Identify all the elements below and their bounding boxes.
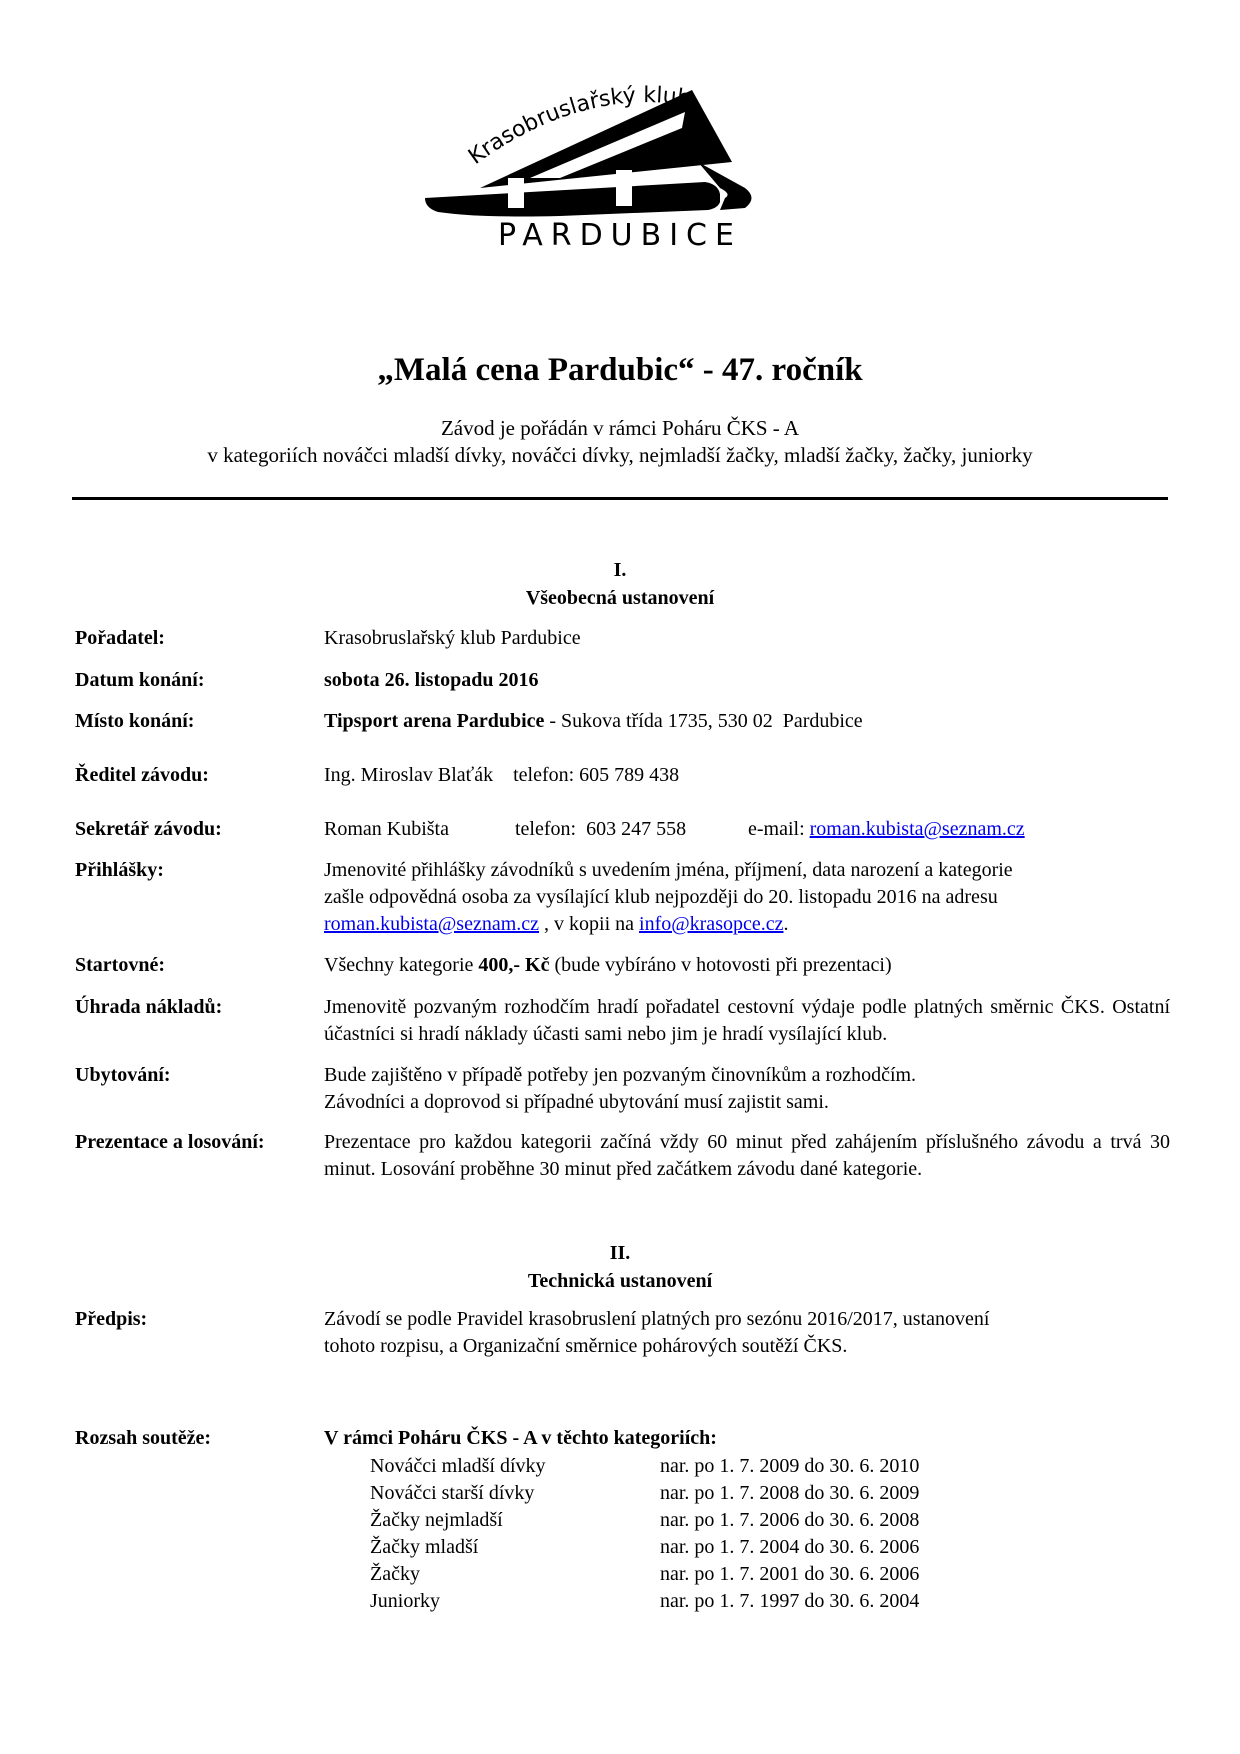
- label-rozsah: Rozsah soutěže:: [75, 1427, 212, 1449]
- startovne-pre: Všechny kategorie: [324, 954, 479, 976]
- logo-arc-text: Krasobruslařský klub: [464, 83, 693, 170]
- value-uhrada: Jmenovitě pozvaným rozhodčím hradí pořadatel cestovní výdaje podle platných směrnic ČKS. Ostatní účastníci si hradí náklady účasti sami nebo jim je hradí vysílající klub.: [324, 996, 1170, 1045]
- label-reditel: Ředitel závodu:: [75, 764, 209, 786]
- label-startovne: Startovné:: [75, 954, 165, 976]
- prihlasky-copy-text: , v kopii na: [539, 913, 640, 935]
- prihlasky-line-3: [324, 911, 1170, 938]
- label-ubytovani: Ubytování:: [75, 1064, 171, 1086]
- logo-skate-stanchion-right: [616, 170, 632, 206]
- label-predpis: Předpis:: [75, 1308, 148, 1330]
- document-title: „Malá cena Pardubic“ - 47. ročník: [377, 352, 863, 388]
- prihlasky-email-link-2[interactable]: info@krasopce.cz: [639, 913, 784, 935]
- startovne-post: (bude vybíráno v hotovosti při prezentaci): [549, 954, 892, 976]
- secretary-email-link[interactable]: roman.kubista@seznam.cz: [809, 818, 1025, 840]
- category-range: nar. po 1. 7. 2008 do 30. 6. 2009: [660, 1482, 920, 1504]
- prihlasky-end: .: [783, 913, 789, 935]
- section-2-numeral: II.: [609, 1242, 631, 1264]
- subtitle-line-2: v kategoriích nováčci mladší dívky, nováčci dívky, nejmladší žačky, mladší žačky, žačky, juniorky: [207, 443, 1033, 467]
- category-range: nar. po 1. 7. 2009 do 30. 6. 2010: [660, 1455, 920, 1477]
- category-range: nar. po 1. 7. 2001 do 30. 6. 2006: [660, 1563, 920, 1585]
- category-range: nar. po 1. 7. 2006 do 30. 6. 2008: [660, 1509, 920, 1531]
- predpis-line-2: tohoto rozpisu, a Organizační směrnice pohárových soutěží ČKS.: [324, 1335, 848, 1357]
- logo-city-text: PARDUBICE: [498, 218, 742, 253]
- value-predpis: [324, 1306, 1170, 1360]
- logo-skate-stanchion-left: [508, 178, 524, 208]
- label-poradatel: Pořadatel:: [75, 627, 165, 649]
- label-prihlasky: Přihlášky:: [75, 859, 164, 881]
- section-1-numeral: I.: [613, 559, 627, 581]
- secretary-email-wrap: [748, 816, 1025, 843]
- category-name: Nováčci starší dívky: [370, 1482, 535, 1504]
- label-misto: Místo konání:: [75, 710, 195, 732]
- prihlasky-line-2: zašle odpovědná osoba za vysílající klub nejpozději do 20. listopadu 2016 na adresu: [324, 886, 998, 908]
- value-prezentace: Prezentace pro každou kategorii začíná vždy 60 minut před zahájením příslušného závodu a trvá 30 minut. Losování proběhne 30 minut před začátkem závodu dané kategorie.: [324, 1131, 1170, 1180]
- value-startovne: [324, 952, 1170, 979]
- section-2-heading: [0, 1239, 1240, 1295]
- category-name: Žačky mladší: [370, 1536, 479, 1558]
- category-range: nar. po 1. 7. 1997 do 30. 6. 2004: [660, 1590, 920, 1612]
- value-prihlasky: [324, 857, 1170, 938]
- value-poradatel: Krasobruslařský klub Pardubice: [324, 627, 581, 649]
- value-rozsah-heading: V rámci Poháru ČKS - A v těchto kategoriích:: [324, 1427, 717, 1449]
- club-logo: [420, 70, 820, 260]
- header-divider: [72, 497, 1168, 500]
- category-name: Nováčci mladší dívky: [370, 1455, 546, 1477]
- label-datum: Datum konání:: [75, 669, 205, 691]
- category-range: nar. po 1. 7. 2004 do 30. 6. 2006: [660, 1536, 920, 1558]
- label-uhrada: Úhrada nákladů:: [75, 996, 223, 1018]
- secretary-name: Roman Kubišta: [324, 818, 449, 840]
- ubytovani-line-2: Závodníci a doprovod si případné ubytování musí zajistit sami.: [324, 1091, 829, 1113]
- logo-skate-blade: [425, 182, 720, 217]
- ubytovani-line-1: Bude zajištěno v případě potřeby jen pozvaným činovníkům a rozhodčím.: [324, 1064, 917, 1086]
- prihlasky-email-link-1[interactable]: roman.kubista@seznam.cz: [324, 913, 540, 935]
- section-1-title: Všeobecná ustanovení: [525, 587, 715, 609]
- category-name: Žačky: [370, 1563, 420, 1585]
- value-misto: [324, 708, 1170, 735]
- value-ubytovani: [324, 1062, 1170, 1116]
- venue-name: Tipsport arena Pardubice: [324, 710, 545, 732]
- predpis-line-1: Závodí se podle Pravidel krasobruslení platných pro sezónu 2016/2017, ustanovení: [324, 1308, 990, 1330]
- category-name: Juniorky: [370, 1590, 440, 1612]
- value-reditel: Ing. Miroslav Blaťák telefon: 605 789 438: [324, 764, 680, 786]
- category-name: Žačky nejmladší: [370, 1509, 503, 1531]
- secretary-phone: telefon: 603 247 558: [515, 818, 687, 840]
- label-sekretar: Sekretář závodu:: [75, 818, 222, 840]
- section-2-title: Technická ustanovení: [527, 1270, 713, 1292]
- prihlasky-line-1: Jmenovité přihlášky závodníků s uvedením jména, příjmení, data narození a kategorie: [324, 859, 1013, 881]
- value-datum: sobota 26. listopadu 2016: [324, 669, 539, 691]
- label-prezentace: Prezentace a losování:: [75, 1131, 265, 1153]
- document-subtitle: [0, 415, 1240, 469]
- section-1-heading: [0, 556, 1240, 612]
- startovne-amount: 400,- Kč: [478, 954, 550, 976]
- subtitle-line-1: Závod je pořádán v rámci Poháru ČKS - A: [440, 416, 800, 440]
- secretary-email-label: e-mail:: [748, 818, 805, 840]
- venue-address: - Sukova třída 1735, 530 02 Pardubice: [544, 710, 863, 732]
